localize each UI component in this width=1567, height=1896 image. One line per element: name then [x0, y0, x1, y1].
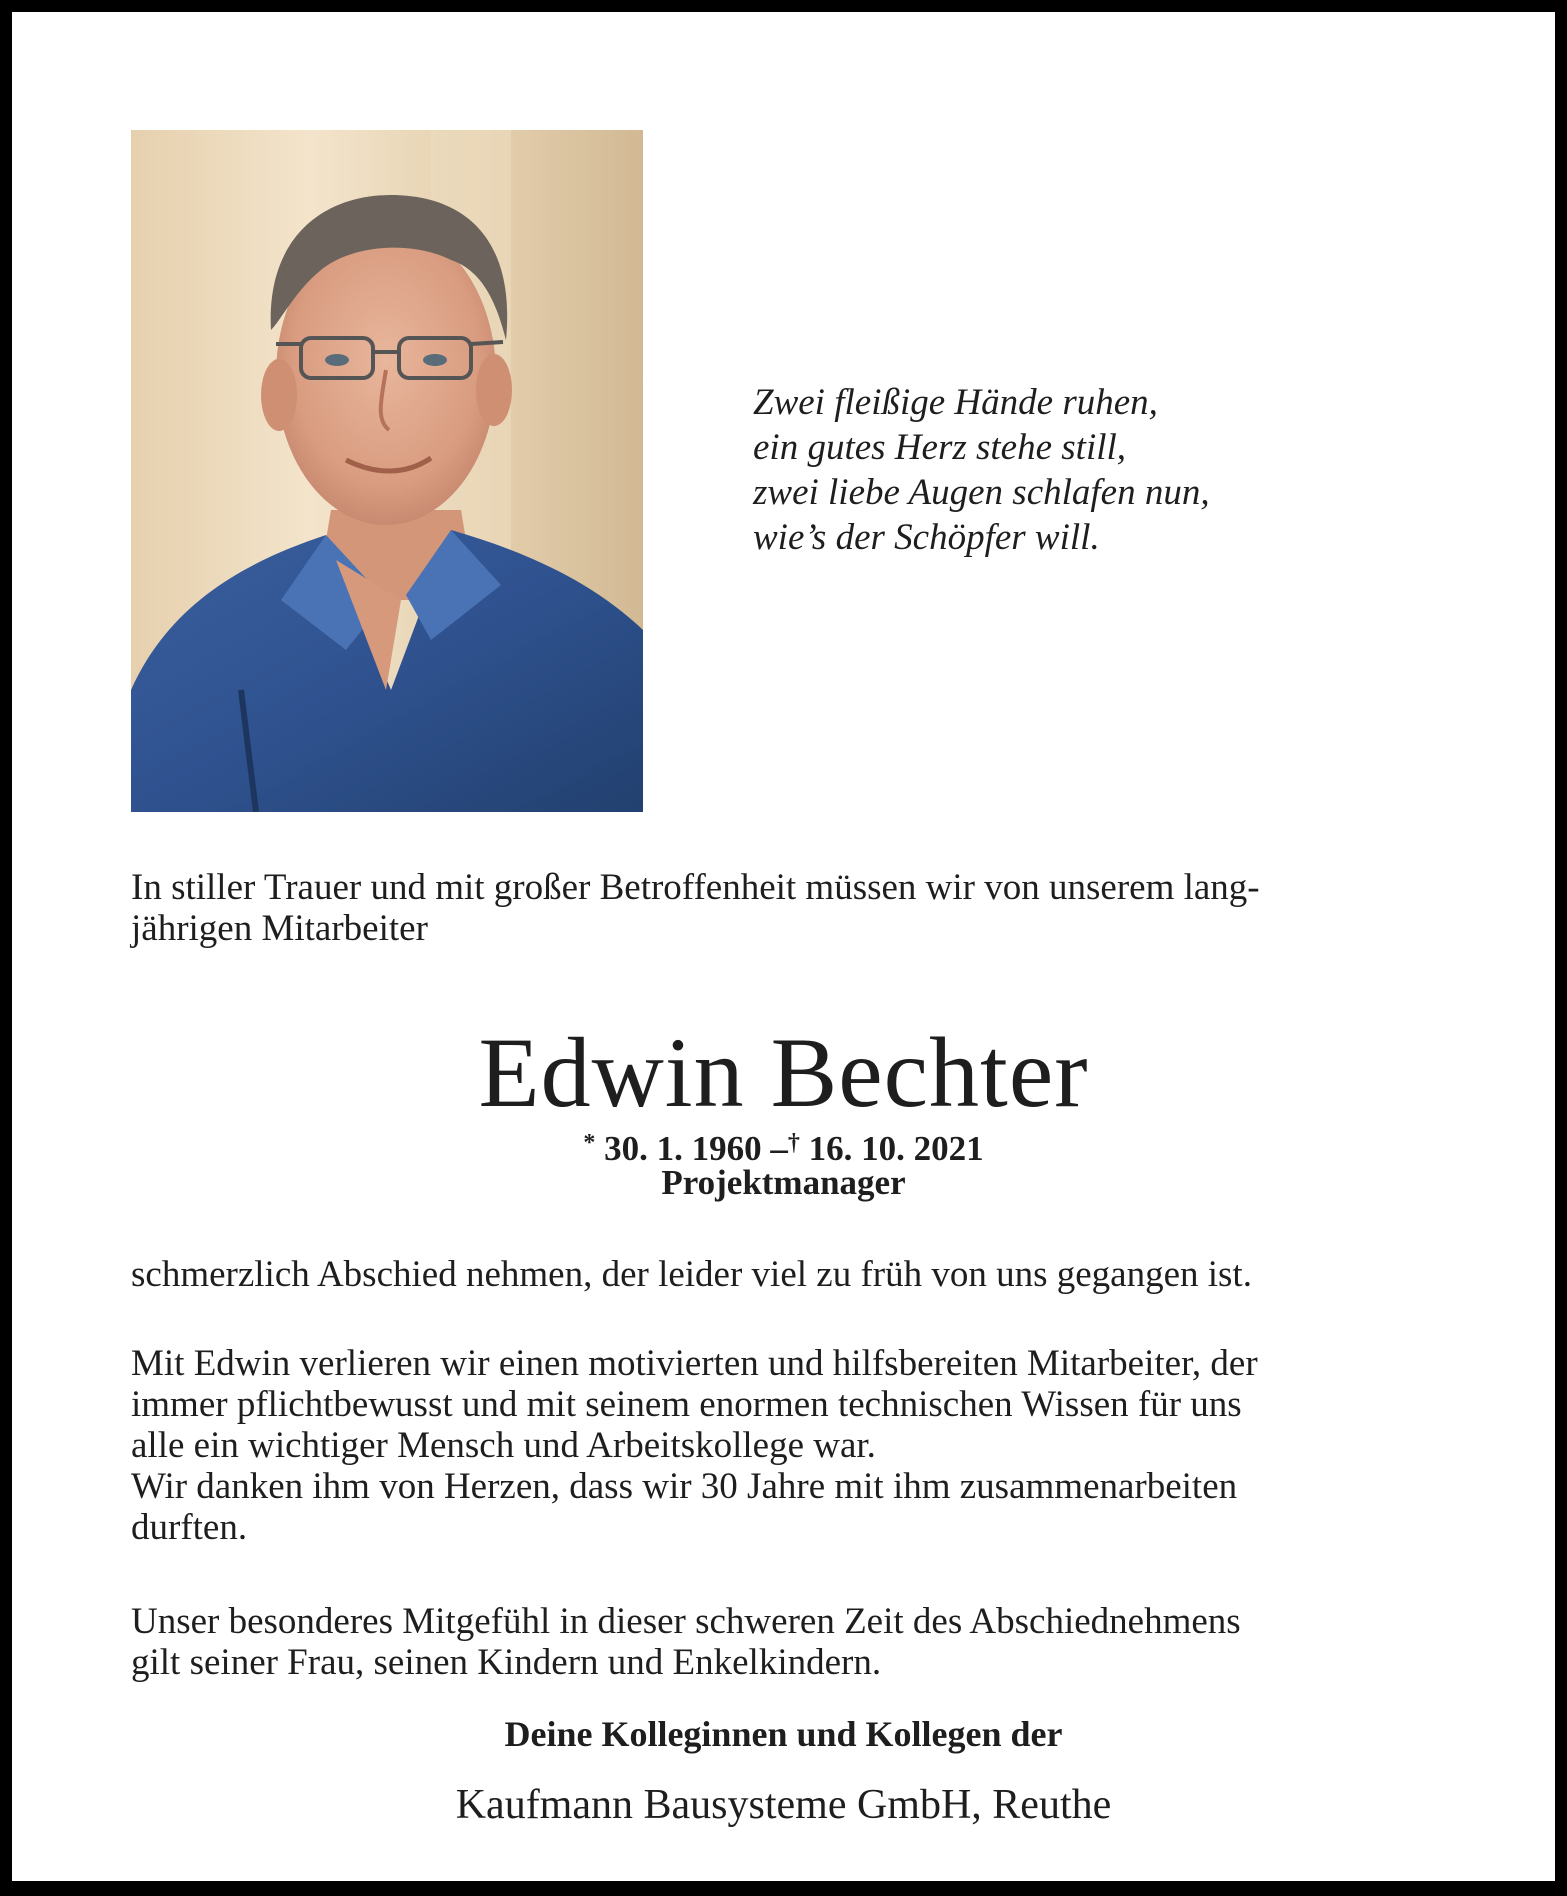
portrait-photo-man-glasses-blue-shirt-icon [131, 130, 643, 812]
birth-star-icon: * [583, 1130, 596, 1156]
body-paragraph-3 [131, 1601, 1461, 1683]
intro-line: In stiller Trauer und mit großer Betroffenheit müssen wir von unserem lang- [131, 867, 1260, 908]
portrait-photo [131, 130, 643, 812]
body-line: Mit Edwin verlieren wir einen motivierten und hilfsbereiten Mitarbeiter, der [131, 1343, 1258, 1384]
body-paragraph-1 [131, 1254, 1461, 1295]
signature-colleagues: Deine Kolleginnen und Kollegen der [504, 1714, 1063, 1754]
poem-line: zwei liebe Augen schlafen nun, [753, 472, 1210, 513]
body-line: schmerzlich Abschied nehmen, der leider viel zu früh von uns gegangen ist. [131, 1254, 1252, 1295]
body-line: immer pflichtbewusst und mit seinem enormen technischen Wissen für uns [131, 1384, 1242, 1425]
body-line: gilt seiner Frau, seinen Kindern und Enkelkindern. [131, 1642, 882, 1683]
body-line: Unser besonderes Mitgefühl in dieser schweren Zeit des Abschiednehmens [131, 1601, 1241, 1642]
death-cross-icon: † [787, 1130, 800, 1156]
intro-line: jährigen Mitarbeiter [131, 908, 428, 949]
body-paragraph-2 [131, 1343, 1461, 1548]
poem-line: Zwei fleißige Hände ruhen, [753, 382, 1158, 423]
death-date: 16. 10. 2021 [808, 1129, 984, 1168]
birth-date: 30. 1. 1960 [604, 1129, 762, 1168]
memorial-poem [753, 380, 1353, 560]
signature-company: Kaufmann Bausysteme GmbH, Reuthe [455, 1782, 1112, 1828]
profession: Projektmanager [661, 1163, 906, 1202]
poem-line: wie’s der Schöpfer will. [753, 517, 1100, 558]
obituary-notice [12, 12, 1555, 1881]
date-dash: – [770, 1129, 788, 1168]
deceased-name: Edwin Bechter [478, 1017, 1089, 1128]
body-line: alle ein wichtiger Mensch und Arbeitskollege war. [131, 1425, 876, 1466]
body-line: durften. [131, 1507, 248, 1548]
body-line: Wir danken ihm von Herzen, dass wir 30 Jahre mit ihm zusammenarbeiten [131, 1466, 1238, 1507]
intro-paragraph [131, 867, 1461, 949]
poem-line: ein gutes Herz stehe still, [753, 427, 1127, 468]
